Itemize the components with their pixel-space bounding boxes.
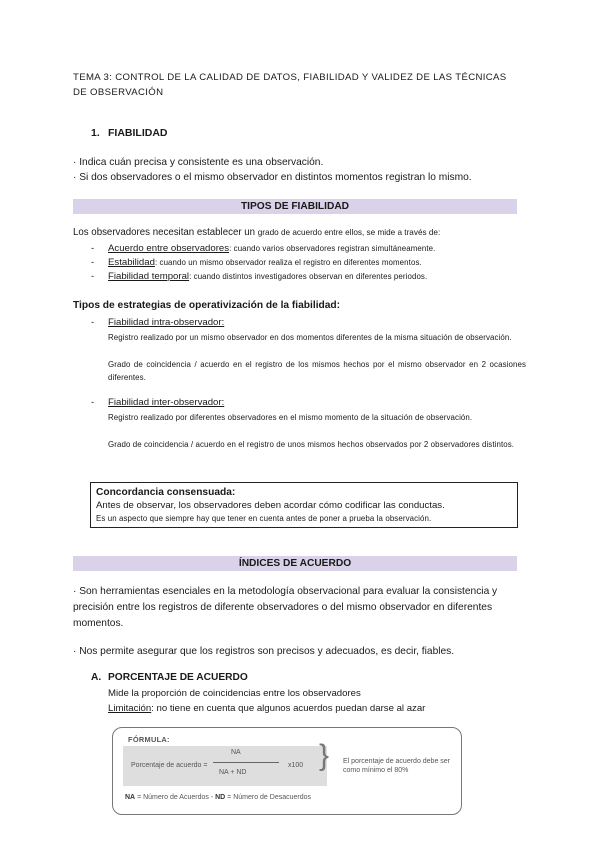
section-heading-fiabilidad xyxy=(91,127,168,139)
intra-paragraph-2: Grado de coincidencia / acuerdo en el registro de los mismos hechos por el mismo observador en 2 ocasiones diferentes. xyxy=(108,360,526,382)
section-band-tipos: TIPOS DE FIABILIDAD xyxy=(73,199,517,214)
concordancia-line-2: Es un aspecto que siempre hay que tener en cuenta antes de poner a prueba la observación. xyxy=(96,514,432,523)
header-line-1: TEMA 3: CONTROL DE LA CALIDAD DE DATOS, FIABILIDAD Y VALIDEZ DE LAS TÉCNICAS xyxy=(73,72,507,83)
formula-legend xyxy=(125,794,311,801)
legend-nd: ND xyxy=(215,794,226,801)
formula-numerator: NA xyxy=(231,749,241,756)
dash-marker: - xyxy=(91,243,95,254)
tipo-desc: : cuando distintos investigadores observan en diferentes periodos. xyxy=(189,272,428,281)
concordancia-line-1: Antes de observar, los observadores deben acordar cómo codificar las conductas. xyxy=(96,500,445,511)
tipo-term: Fiabilidad temporal xyxy=(108,271,190,282)
legend-nd-text: = Número de Desacuerdos xyxy=(225,794,312,801)
indices-paragraph-2: · Nos permite asegurar que los registros son precisos y adecuados, es decir, fiables. xyxy=(73,646,455,657)
formula-note: El porcentaje de acuerdo debe ser como mínimo el 80% xyxy=(343,758,451,774)
tipo-item xyxy=(91,242,435,256)
fiabilidad-bullet-1: · Indica cuán precisa y consistente es una observación. xyxy=(73,157,324,168)
dash-marker: - xyxy=(91,271,95,282)
limitation-text: : no tiene en cuenta que algunos acuerdos puedan darse al azar xyxy=(151,703,426,714)
estrategias-title: Tipos de estrategias de operativización de la fiabilidad: xyxy=(73,300,341,311)
concordancia-title: Concordancia consensuada: xyxy=(96,487,236,498)
formula-name: Porcentaje de acuerdo = xyxy=(131,762,208,769)
porcentaje-limitation xyxy=(108,702,425,716)
inter-term: Fiabilidad inter-observador: xyxy=(108,397,225,408)
legend-na-text: = Número de Acuerdos - xyxy=(135,794,216,801)
tipos-intro-small: grado de acuerdo entre ellos, se mide a través de: xyxy=(257,228,441,237)
section-number: 1. xyxy=(91,127,100,139)
formula-denominator: NA + ND xyxy=(219,769,247,776)
inter-paragraph-2: Grado de coincidencia / acuerdo en el registro de unos mismos hechos observados por 2 observadores distintos. xyxy=(108,440,515,449)
formula-title: FÓRMULA: xyxy=(128,735,170,744)
dash-marker: - xyxy=(91,397,95,408)
section-title: FIABILIDAD xyxy=(108,127,168,139)
tipos-intro xyxy=(73,227,440,238)
legend-na: NA xyxy=(125,794,136,801)
subsection-title: PORCENTAJE DE ACUERDO xyxy=(108,672,248,683)
inter-heading xyxy=(91,396,224,410)
tipo-term: Acuerdo entre observadores xyxy=(108,243,230,254)
limitation-label: Limitación xyxy=(108,703,152,714)
concordancia-box xyxy=(90,482,518,528)
dash-marker: - xyxy=(91,257,95,268)
fiabilidad-bullet-2: · Si dos observadores o el mismo observador en distintos momentos registran lo mismo. xyxy=(73,172,472,183)
tipo-desc: : cuando un mismo observador realiza el registro en diferentes momentos. xyxy=(154,258,422,267)
tipo-item xyxy=(91,270,427,284)
dash-marker: - xyxy=(91,317,95,328)
formula-multiplier: x100 xyxy=(288,762,304,769)
subsection-letter: A. xyxy=(91,672,102,683)
indices-paragraph-1: · Son herramientas esenciales en la metodología observacional para evaluar la consistencia y precisión entre los registros de diferente observadores o del mismo observador en diferentes momentos. xyxy=(73,586,498,629)
section-band-indices: ÍNDICES DE ACUERDO xyxy=(73,556,517,571)
inter-paragraph-1: Registro realizado por diferentes observadores en el mismo momento de la situación de observación. xyxy=(108,413,473,422)
intra-heading xyxy=(91,316,224,330)
tipo-item xyxy=(91,256,422,270)
intra-paragraph-1: Registro realizado por un mismo observador en dos momentos diferentes de la misma situación de observación. xyxy=(108,333,512,342)
subsection-heading-porcentaje xyxy=(91,672,248,683)
formula-equation-box xyxy=(123,746,327,786)
intra-term: Fiabilidad intra-observador: xyxy=(108,317,225,328)
tipo-desc: : cuando varios observadores registran simultáneamente. xyxy=(229,244,436,253)
tipos-intro-main: Los observadores necesitan establecer un xyxy=(73,227,256,238)
fraction-line xyxy=(213,762,279,763)
tipo-term: Estabilidad xyxy=(108,257,155,268)
porcentaje-description: Mide la proporción de coincidencias entre los observadores xyxy=(108,688,361,699)
right-brace-icon: } xyxy=(319,739,330,772)
header-line-2: DE OBSERVACIÓN xyxy=(73,87,164,98)
document-header xyxy=(73,70,533,100)
formula-figure xyxy=(112,727,462,815)
